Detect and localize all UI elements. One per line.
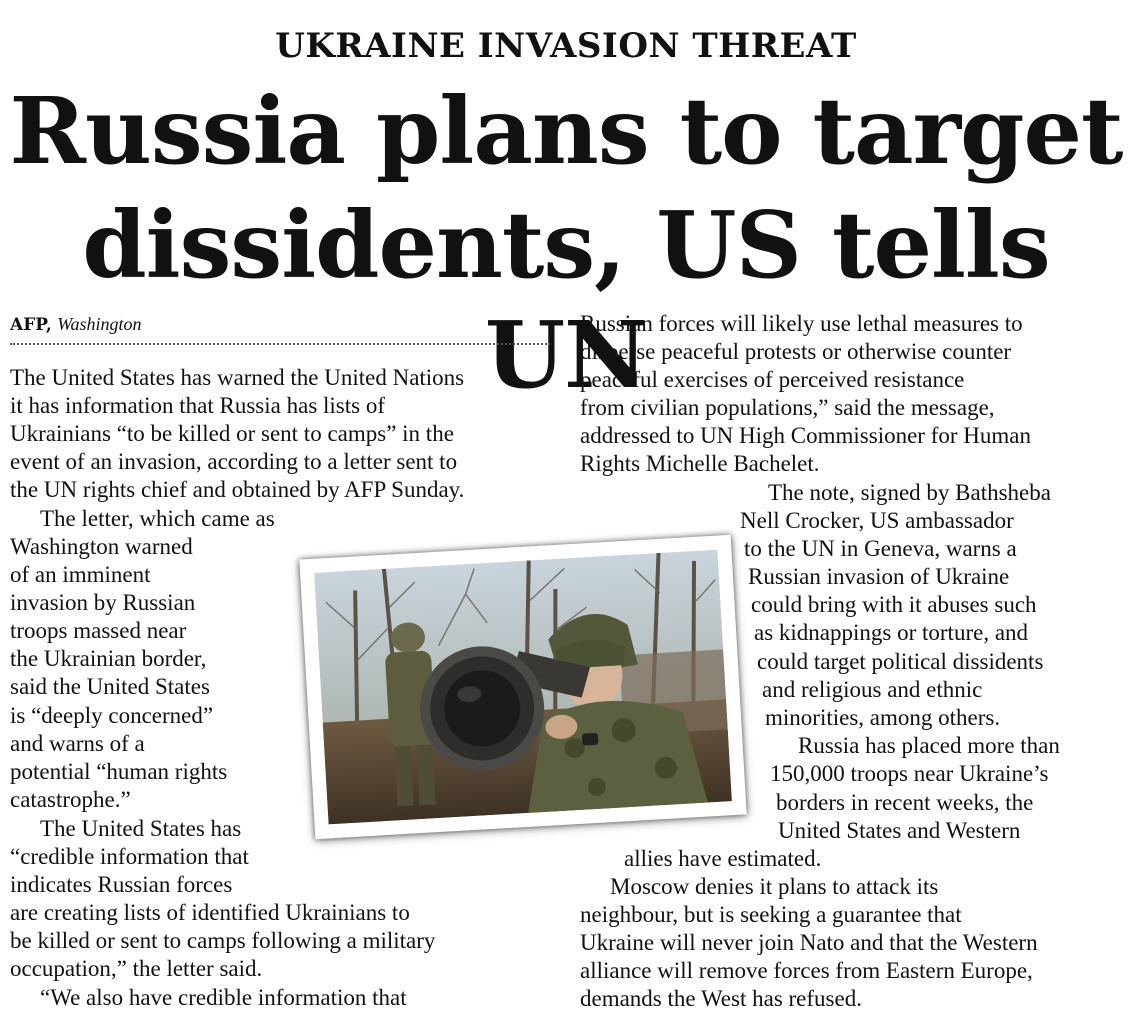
left-line: potential “human rights	[10, 759, 228, 784]
right-line: to the UN in Geneva, warns a	[744, 536, 1017, 561]
byline-place: Washington	[57, 314, 142, 334]
right-line: Russian invasion of Ukraine	[748, 564, 1010, 589]
left-line: are creating lists of identified Ukrainians to	[10, 900, 410, 925]
right-line: Rights Michelle Bachelet.	[580, 451, 820, 476]
right-line: Moscow denies it plans to attack its	[610, 874, 939, 899]
right-line: addressed to UN High Commissioner for Human	[580, 423, 1031, 448]
right-line: borders in recent weeks, the	[776, 790, 1034, 815]
right-line: peaceful exercises of perceived resistance	[580, 367, 965, 392]
left-line: the Ukrainian border,	[10, 646, 207, 671]
right-line: as kidnappings or torture, and	[754, 620, 1029, 645]
left-line: event of an invasion, according to a letter sent to	[10, 449, 458, 474]
byline-agency: AFP,	[10, 315, 52, 335]
right-line: United States and Western	[778, 818, 1021, 843]
right-line: demands the West has refused.	[580, 986, 862, 1011]
right-line: 150,000 troops near Ukraine’s	[770, 761, 1049, 786]
left-line: The United States has warned the United Nations	[10, 365, 465, 390]
right-line: Nell Crocker, US ambassador	[740, 508, 1014, 533]
left-line: is “deeply concerned”	[10, 703, 214, 728]
headline-line-2: dissidents, US tells UN	[82, 191, 1050, 409]
right-line: Russia has placed more than	[798, 733, 1060, 758]
left-line: invasion by Russian	[10, 590, 196, 615]
byline	[10, 312, 550, 345]
right-line: alliance will remove forces from Eastern Europe,	[580, 958, 1033, 983]
left-line: The United States has	[40, 816, 242, 841]
right-line: disperse peaceful protests or otherwise counter	[580, 339, 1012, 364]
left-line: be killed or sent to camps following a military	[10, 928, 436, 953]
left-line: and warns of a	[10, 731, 145, 756]
right-line: allies have estimated.	[624, 846, 822, 871]
right-line: could target political dissidents	[757, 649, 1044, 674]
right-line: Ukraine will never join Nato and that the Western	[580, 930, 1038, 955]
left-line: indicates Russian forces	[10, 872, 233, 897]
right-line: neighbour, but is seeking a guarantee that	[580, 902, 962, 927]
left-line: Washington warned	[10, 534, 193, 559]
headline-line-1: Russia plans to target	[9, 77, 1123, 185]
soldiers-photo	[314, 550, 732, 825]
right-line: and religious and ethnic	[762, 677, 983, 702]
left-line: The letter, which came as	[40, 506, 275, 531]
left-line: “We also have credible information that	[40, 985, 407, 1010]
right-line: from civilian populations,” said the message,	[580, 395, 995, 420]
left-line: occupation,” the letter said.	[10, 956, 263, 981]
left-line: of an imminent	[10, 562, 151, 587]
left-line: the UN rights chief and obtained by AFP Sunday.	[10, 477, 465, 502]
right-line: The note, signed by Bathsheba	[768, 480, 1051, 505]
right-line: Russian forces will likely use lethal measures to	[580, 311, 1023, 336]
kicker: UKRAINE INVASION THREAT	[275, 26, 857, 66]
left-line: Ukrainians “to be killed or sent to camps” in the	[10, 421, 454, 446]
left-line: “credible information that	[10, 844, 249, 869]
left-line: said the United States	[10, 674, 210, 699]
photo-frame	[299, 535, 746, 839]
left-line: catastrophe.”	[10, 787, 131, 812]
right-line: minorities, among others.	[765, 705, 1001, 730]
left-line: troops massed near	[10, 618, 187, 643]
right-line: could bring with it abuses such	[751, 592, 1037, 617]
left-line: it has information that Russia has lists of	[10, 393, 385, 418]
